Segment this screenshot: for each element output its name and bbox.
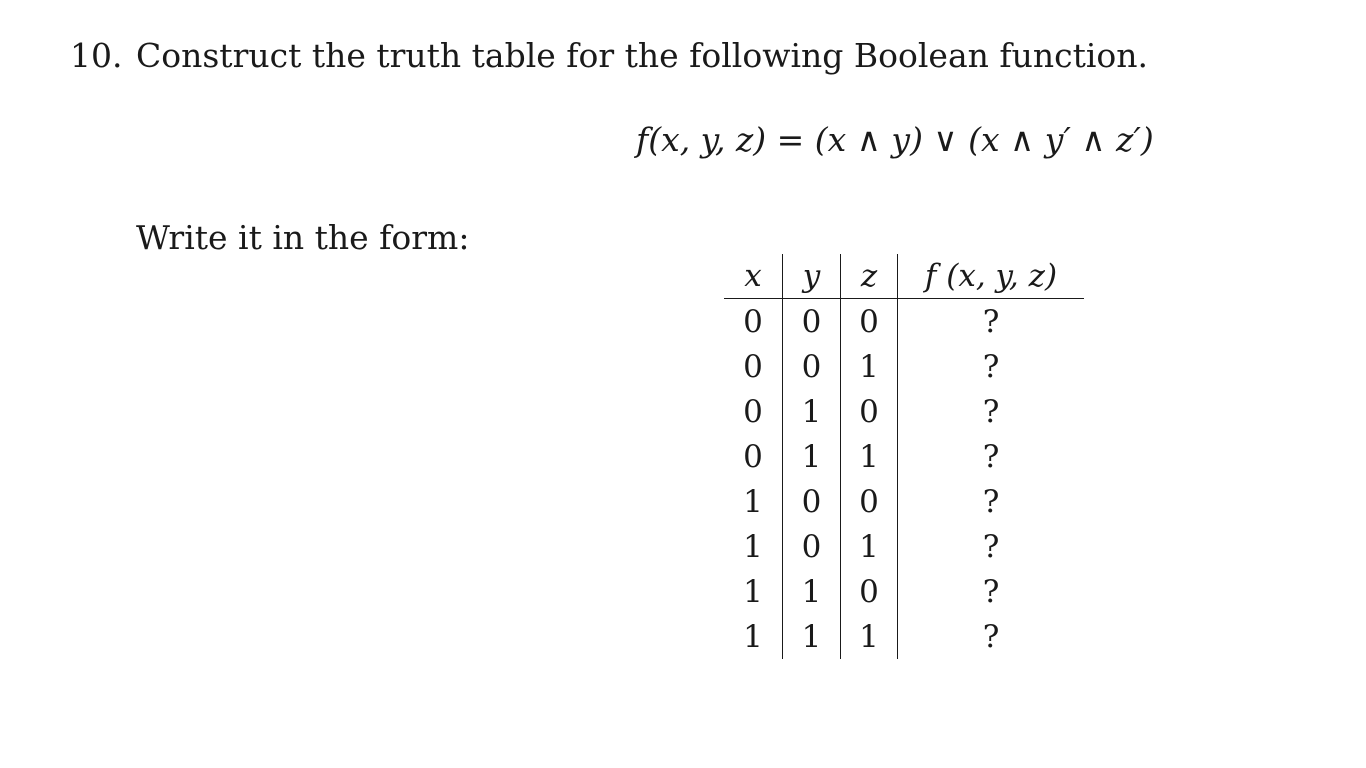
cell-z: 0	[841, 299, 898, 345]
header-z: z	[841, 254, 898, 299]
table-row	[724, 434, 1084, 479]
truth-table	[724, 254, 1084, 659]
cell-z: 0	[841, 389, 898, 434]
cell-f: ?	[982, 303, 1000, 340]
cell-z: 0	[841, 569, 898, 614]
cell-y: 1	[783, 434, 841, 479]
cell-x: 0	[724, 299, 783, 345]
table-row	[724, 569, 1084, 614]
cell-y: 0	[783, 479, 841, 524]
table-row	[724, 614, 1084, 659]
cell-y: 1	[783, 569, 841, 614]
problem-number: 10.	[70, 36, 123, 75]
cell-x: 1	[724, 524, 783, 569]
table-row	[724, 524, 1084, 569]
cell-x: 0	[724, 434, 783, 479]
header-y: y	[783, 254, 841, 299]
cell-y: 0	[783, 299, 841, 345]
cell-x: 0	[724, 389, 783, 434]
table-row	[724, 479, 1084, 524]
cell-f: ?	[982, 573, 1000, 610]
cell-y: 1	[783, 614, 841, 659]
header-x: x	[724, 254, 783, 299]
table-row	[724, 389, 1084, 434]
cell-f: ?	[982, 348, 1000, 385]
cell-f: ?	[982, 438, 1000, 475]
cell-z: 1	[841, 434, 898, 479]
cell-x: 1	[724, 614, 783, 659]
table-header-row	[724, 254, 1084, 299]
boolean-formula	[636, 120, 1154, 159]
cell-z: 1	[841, 524, 898, 569]
cell-x: 0	[724, 344, 783, 389]
cell-f: ?	[982, 393, 1000, 430]
cell-f: ?	[982, 483, 1000, 520]
cell-f: ?	[982, 528, 1000, 565]
cell-x: 1	[724, 479, 783, 524]
cell-z: 1	[841, 614, 898, 659]
problem-statement	[70, 36, 1148, 75]
header-f: f (x, y, z)	[898, 254, 1085, 299]
formula-text: f(x, y, z) = (x ∧ y) ∨ (x ∧ y′ ∧ z′)	[636, 120, 1154, 159]
cell-x: 1	[724, 569, 783, 614]
table-row	[724, 344, 1084, 389]
cell-z: 1	[841, 344, 898, 389]
cell-y: 0	[783, 344, 841, 389]
problem-text: Construct the truth table for the following Boolean function.	[136, 36, 1149, 75]
table-row	[724, 299, 1084, 345]
cell-y: 0	[783, 524, 841, 569]
cell-z: 0	[841, 479, 898, 524]
cell-f: ?	[982, 618, 1000, 655]
cell-y: 1	[783, 389, 841, 434]
instruction-text: Write it in the form:	[136, 218, 470, 257]
